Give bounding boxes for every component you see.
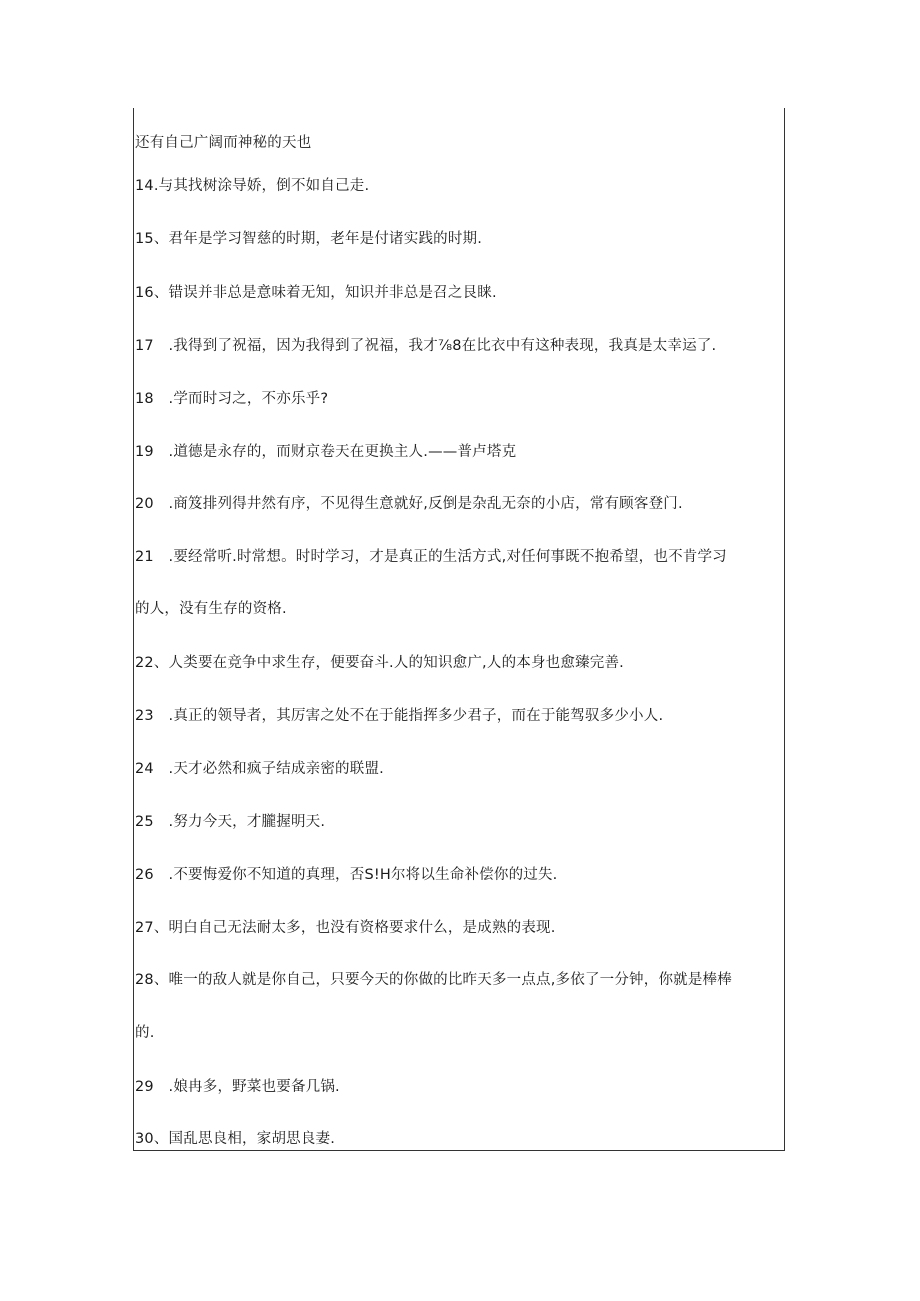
page-border [133,108,785,1151]
text-line: 14.与其找树涂导娇，倒不如自己走. [135,178,370,194]
text-line: 16、错误并非总是意味着无知，知识并非总是召之艮睐. [135,285,497,301]
text-line: 15、君年是学习智慈的时期，老年是付诸实践的时期. [135,231,483,247]
text-line: 17 .我得到了祝福，因为我得到了祝福，我才⅞8在比衣中有这种表现，我真是太幸运了. [135,338,717,354]
text-line: 29 .娘冉多，野菜也要备几锅. [135,1079,340,1095]
text-line: 25 .努力今天，才朧握明天. [135,814,326,830]
text-line: 19 .道德是永存的，而财京卷天在更换主人.——普卢塔克 [135,444,517,460]
text-line: 还有自己广阔而神秘的天也 [135,135,312,151]
text-line: 24 .天才必然和疯子结成亲密的联盟. [135,761,384,777]
text-line: 22、人类要在竞争中求生存，便要奋斗.人的知识愈广,人的本身也愈臻完善. [135,655,624,671]
text-line: 30、国乱思良相，家胡思良妻. [135,1131,336,1147]
text-line: 28、唯一的敌人就是你自己，只要今天的你做的比昨天多一点点,多依了一分钟，你就是棒棒 [135,972,732,988]
text-line: 20 .商笈排列得井然有序，不见得生意就好,反倒是杂乱无奈的小店，常有顾客登门. [135,496,683,512]
text-line: 27、明白自己无法耐太多，也没有资格要求什么，是成熟的表现. [135,920,556,936]
text-line: 的. [135,1025,155,1041]
text-line: 26 .不要悔爱你不知道的真理，否S!H尔将以生命补偿你的过失. [135,867,558,883]
text-line: 23 .真正的领导者，其厉害之处不在于能指挥多少君子，而在于能驾驭多少小人. [135,708,664,724]
text-line: 18 .学而时习之，不亦乐乎? [135,391,329,407]
text-line: 21 .要经常听.时常想。时时学习，才是真正的生活方式,对任何事既不抱希望，也不肯学习 [135,549,727,565]
text-line: 的人，没有生存的资格. [135,601,287,617]
